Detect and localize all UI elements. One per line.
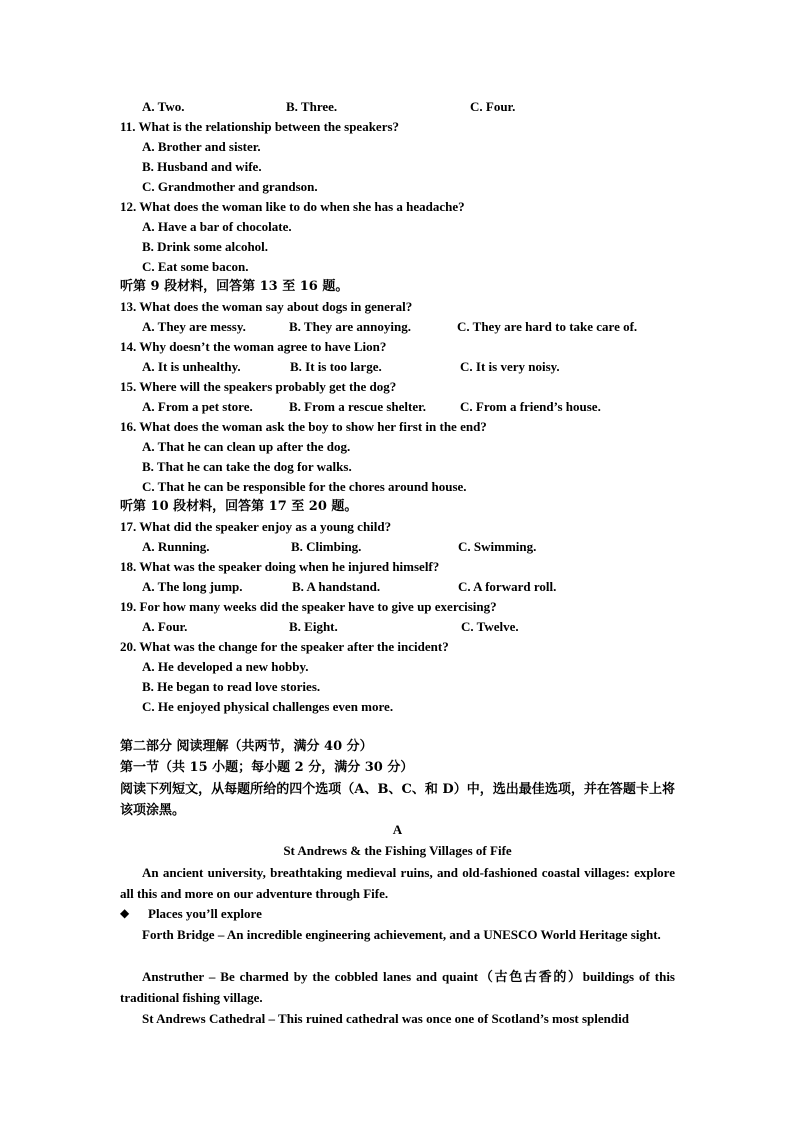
q12-stem: 12. What does the woman like to do when she has a headache? <box>120 199 465 214</box>
q12-option-b: B. Drink some alcohol. <box>142 239 269 254</box>
q17-option-a: A. Running. <box>142 539 210 554</box>
q11-stem: 11. What is the relationship between the speakers? <box>120 119 400 134</box>
q18-option-c: C. A forward roll. <box>458 579 557 594</box>
passage-intro <box>120 862 675 904</box>
section-9-heading: 听第 9 段材料，回答第 13 至 16 题。 <box>120 279 349 294</box>
q15-option-c: C. From a friend’s house. <box>460 399 601 414</box>
q15-option-a: A. From a pet store. <box>142 399 253 414</box>
place-forth-bridge-text: Forth Bridge – An incredible engineering achievement, and a UNESCO World Heritage sight. <box>142 927 661 942</box>
q15-stem: 15. Where will the speakers probably get the dog? <box>120 379 397 394</box>
q13-option-b: B. They are annoying. <box>289 319 411 334</box>
section-1-heading: 第一节（共 15 小题；每小题 2 分，满分 30 分） <box>120 760 414 775</box>
q12-option-a: A. Have a bar of chocolate. <box>142 219 292 234</box>
passage-intro-text: An ancient university, breathtaking medieval ruins, and old-fashioned coastal villages: explore all this and more on our adventure through Fife. <box>120 865 675 901</box>
q14-stem: 14. Why doesn’t the woman agree to have Lion? <box>120 339 387 354</box>
q20-option-b: B. He began to read love stories. <box>142 679 321 694</box>
q17-stem: 17. What did the speaker enjoy as a young child? <box>120 519 392 534</box>
passage-letter: A <box>392 822 403 837</box>
place-st-andrews-cathedral-text: St Andrews Cathedral – This ruined cathedral was once one of Scotland’s most splendid <box>142 1011 629 1026</box>
q17-option-b: B. Climbing. <box>291 539 362 554</box>
diamond-bullet-icon: ◆ <box>120 906 130 920</box>
q14-option-c: C. It is very noisy. <box>460 359 560 374</box>
q11-option-b: B. Husband and wife. <box>142 159 262 174</box>
places-heading: Places you’ll explore <box>148 906 262 921</box>
q20-option-c: C. He enjoyed physical challenges even more. <box>142 699 394 714</box>
part-2-heading: 第二部分 阅读理解（共两节，满分 40 分） <box>120 739 373 754</box>
q15-option-b: B. From a rescue shelter. <box>289 399 426 414</box>
place-forth-bridge <box>120 924 675 945</box>
q14-option-b: B. It is too large. <box>290 359 382 374</box>
q13-option-a: A. They are messy. <box>142 319 246 334</box>
passage-title: St Andrews & the Fishing Villages of Fife <box>283 843 512 858</box>
q19-option-b: B. Eight. <box>289 619 338 634</box>
q19-option-a: A. Four. <box>142 619 188 634</box>
place-anstruther-text: Anstruther – Be charmed by the cobbled lanes and quaint（古色古香的）buildings of this traditional fishing village. <box>120 969 675 1005</box>
q10-option-c: C. Four. <box>470 99 516 114</box>
q10-option-b: B. Three. <box>286 99 338 114</box>
q18-stem: 18. What was the speaker doing when he injured himself? <box>120 559 440 574</box>
q20-option-a: A. He developed a new hobby. <box>142 659 309 674</box>
q11-option-c: C. Grandmother and grandson. <box>142 179 318 194</box>
place-anstruther <box>120 966 675 1008</box>
q19-option-c: C. Twelve. <box>461 619 519 634</box>
q18-option-b: B. A handstand. <box>292 579 381 594</box>
q17-option-c: C. Swimming. <box>458 539 537 554</box>
place-st-andrews-cathedral <box>120 1008 675 1029</box>
q16-option-a: A. That he can clean up after the dog. <box>142 439 351 454</box>
reading-instructions: 阅读下列短文，从每题所给的四个选项（A、B、C、和 D）中，选出最佳选项，并在答题卡上将该项涂黑。 <box>120 782 675 818</box>
q10-option-a: A. Two. <box>142 99 185 114</box>
q19-stem: 19. For how many weeks did the speaker have to give up exercising? <box>120 599 497 614</box>
q12-option-c: C. Eat some bacon. <box>142 259 249 274</box>
q16-option-b: B. That he can take the dog for walks. <box>142 459 352 474</box>
q20-stem: 20. What was the change for the speaker after the incident? <box>120 639 449 654</box>
q13-stem: 13. What does the woman say about dogs in general? <box>120 299 413 314</box>
q14-option-a: A. It is unhealthy. <box>142 359 241 374</box>
section-10-heading: 听第 10 段材料，回答第 17 至 20 题。 <box>120 499 358 514</box>
q18-option-a: A. The long jump. <box>142 579 243 594</box>
q16-stem: 16. What does the woman ask the boy to show her first in the end? <box>120 419 487 434</box>
q16-option-c: C. That he can be responsible for the chores around house. <box>142 479 467 494</box>
q11-option-a: A. Brother and sister. <box>142 139 261 154</box>
q13-option-c: C. They are hard to take care of. <box>457 319 638 334</box>
